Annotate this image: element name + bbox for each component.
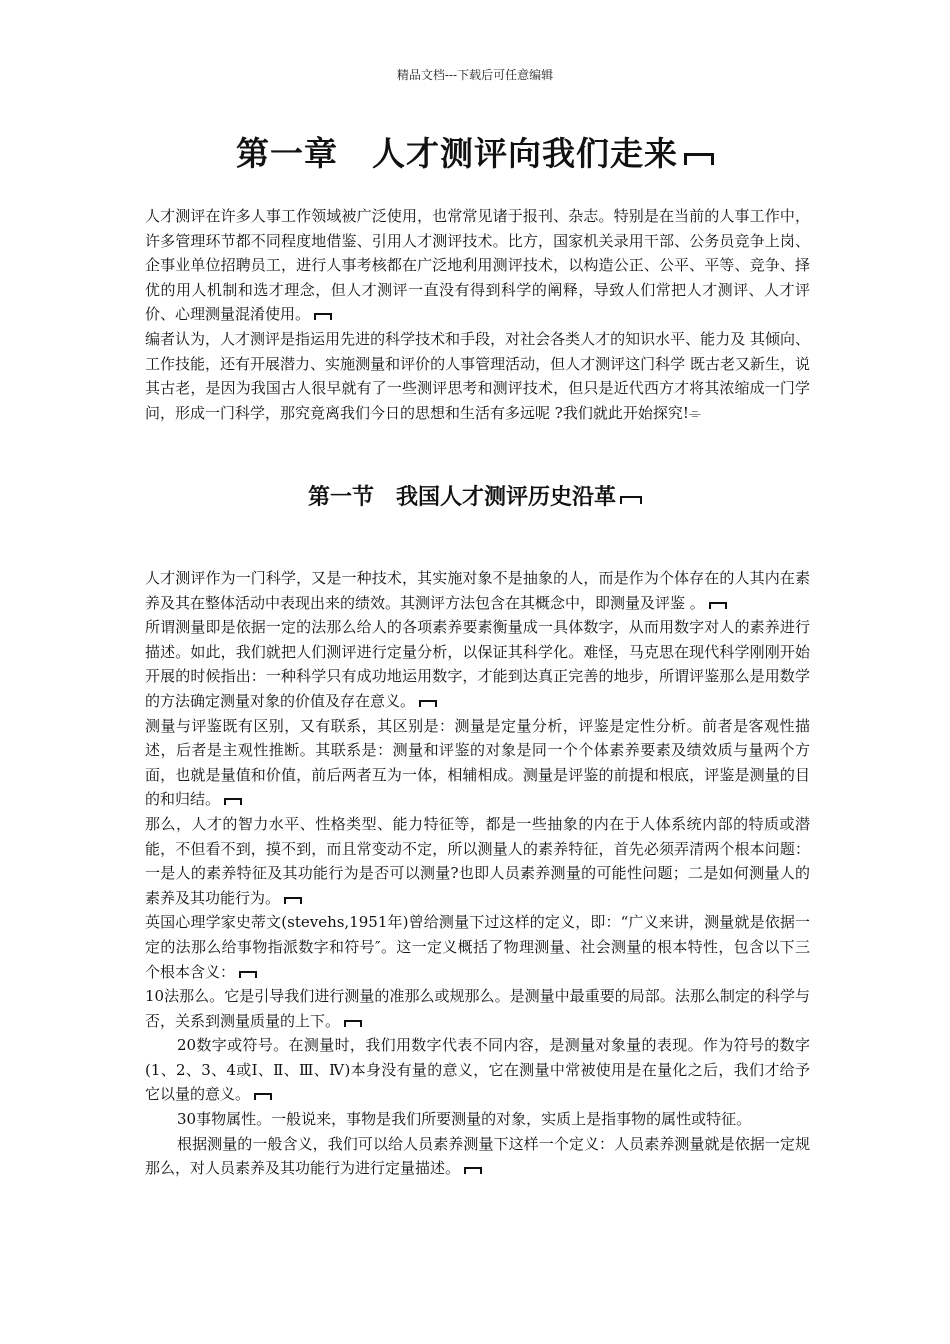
paragraph-text: 10法那么。它是引导我们进行测量的准那么或规那么。是测量中最重要的局部。法那么制定的科学与否，关系到测量质量的上下。 [145,987,810,1030]
paragraph-mark-icon [419,700,437,707]
body-paragraph [145,566,810,615]
chapter-title-text: 第一章 人才测评向我们走来 [236,134,678,173]
paragraph-mark-icon [620,496,642,504]
paragraph-mark-icon [239,971,257,978]
paragraph-text: 20数字或符号。在测量时，我们用数字代表不同内容，是测量对象量的表现。作为符号的数字(1、2、3、4或Ⅰ、Ⅱ、Ⅲ、Ⅳ)本身没有量的意义，它在测量中常被使用是在量化之后，我们才给予它以量的意义。 [145,1036,810,1104]
body-paragraph [145,910,810,984]
paragraph-mark-icon [344,1020,362,1027]
paragraph-text: 30事物属性。一般说来，事物是我们所要测量的对象，实质上是指事物的属性或特征。 [177,1110,752,1129]
body-paragraph [145,984,810,1033]
paragraph-text: 编者认为，人才测评是指运用先进的科学技术和手段，对社会各类人才的知识水平、能力及 其倾向、工作技能，还有开展潜力、实施测量和评价的人事管理活动，但人才测评这门科学 既古老又新生，说其古老，是因为我国古人很早就有了一些测评思考和测评技术，但只是近代西方才将其浓缩成一门学问，形成一门科学，那究竟离我们今日的思想和生活有多远呢 ?我们就此开始探究! [145,329,810,422]
paragraph-text: 所谓测量即是依据一定的法那么给人的各项素养要素衡量成一具体数字，从而用数字对人的素养进行描述。如此，我们就把人们测评进行定量分析，以保证其科学化。难怪，马克思在现代科学刚刚开始开展的时候指出：一种科学只有成功地运用数字，才能到达真正完善的地步，所谓评鉴那么是用数学的方法确定测量对象的价值及存在意义。 [145,618,810,710]
paragraph-text: 根据测量的一般含义，我们可以给人员素养测量下这样一个定义：人员素养测量就是依据一定规那么，对人员素养及其功能行为进行定量描述。 [145,1134,810,1178]
line-end-mark: ⌯ [688,403,701,422]
body-paragraph [145,615,810,713]
paragraph-mark-icon [684,153,714,165]
page-header: 精品文档---下载后可任意编辑 [396,68,554,82]
paragraph-mark-icon [464,1167,482,1174]
body-paragraph [145,714,810,812]
paragraph-mark-icon [284,897,302,904]
paragraph-text: 人才测评在许多人事工作领域被广泛使用，也常常见诸于报刊、杂志。特别是在当前的人事工作中，许多管理环节都不同程度地借鉴、引用人才测评技术。比方，国家机关录用干部、公务员竞争上岗、企事业单位招聘员工，进行人事考核都在广泛地利用测评技术，以构造公正、公平、平等、竞争、择优的用人机制和选才理念，但人才测评一直没有得到科学的阐释，导致人们常把人才测评、人才评价、心理测量混淆使用。 [145,207,810,324]
paragraph-mark-icon [314,313,332,320]
section-title-text: 第一节 我国人才测评历史沿革 [307,485,616,510]
intro-paragraph [145,204,810,327]
paragraph-mark-icon [709,602,727,609]
paragraph-text: 人才测评作为一门科学，又是一种技术，其实施对象不是抽象的人，而是作为个体存在的人其内在素养及其在整体活动中表现出来的绩效。其测评方法包含在其概念中，即测量及评鉴 。 [145,569,810,612]
paragraph-text: 测量与评鉴既有区别，又有联系，其区别是：测量是定量分析，评鉴是定性分析。前者是客观性描述，后者是主观性推断。其联系是：测量和评鉴的对象是同一个个体素养要素及绩效质与量两个方面，也就是量值和价值，前后两者互为一体，相辅相成。测量是评鉴的前提和根底，评鉴是测量的目的和归结。 [145,716,810,809]
body-paragraph [145,1033,810,1107]
paragraph-mark-icon [254,1093,272,1100]
paragraph-text: 那么，人才的智力水平、性格类型、能力特征等，都是一些抽象的内在于人体系统内部的特质或潜能，不但看不到，摸不到，而且常变动不定，所以测量人的素养特征，首先必须弄清两个根本问题：一是人的素养特征及其功能行为是否可以测量?也即人员素养测量的可能性问题；二是如何测量人的素养及其功能行为。 [145,814,810,907]
chapter-title [0,128,950,175]
body-paragraph [145,1132,810,1181]
intro-block [145,204,810,425]
section-title [0,480,950,511]
body-paragraph [145,1107,810,1132]
paragraph-mark-icon [224,798,242,805]
paragraph-text: 英国心理学家史蒂文(stevehs,1951年)曾给测量下过这样的定义，即：“广义来讲，测量就是依据一定的法那么给事物指派数字和符号″。这一定义概括了物理测量、社会测量的根本特性，包含以下三个根本含义： [145,913,810,981]
body-block [145,566,810,1181]
body-paragraph [145,812,810,910]
intro-paragraph [145,327,810,425]
